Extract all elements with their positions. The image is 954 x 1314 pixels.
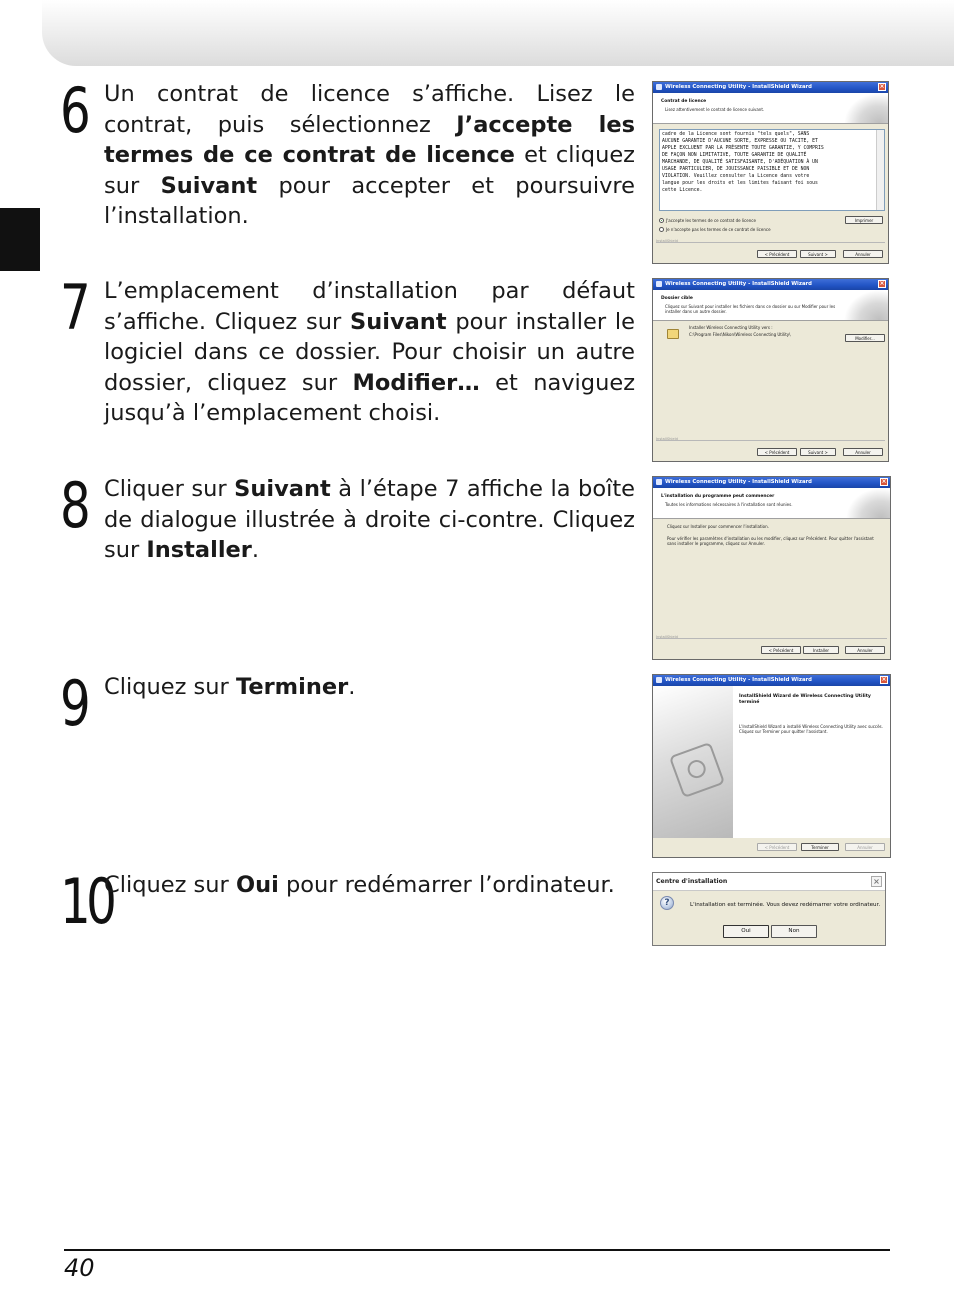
license-line: cette Licence. bbox=[662, 188, 703, 193]
next-button[interactable]: Suivant > bbox=[800, 448, 836, 456]
step-run: et naviguez jusqu’à l’emplacement choisi. bbox=[104, 369, 636, 426]
yes-button[interactable]: Oui bbox=[723, 925, 769, 938]
finish-body: L'InstallShield Wizard a installé Wireless Connecting Utility avec succès. Cliquez sur Terminer pour quitter l'assistant. bbox=[739, 724, 883, 735]
close-icon[interactable]: × bbox=[871, 876, 882, 887]
step-number-10: 10 bbox=[60, 865, 113, 938]
step-run: . bbox=[251, 537, 260, 563]
restart-titlebar bbox=[653, 873, 885, 891]
brand-label: InstallShield bbox=[656, 437, 678, 441]
step-run: et cliquez sur bbox=[104, 142, 635, 199]
step-emphasis: Oui bbox=[235, 872, 279, 898]
dialog-title: Wireless Connecting Utility - InstallShield Wizard bbox=[665, 281, 812, 287]
install-path: C:\Program Files\Nikon\Wireless Connecting Utility\ bbox=[689, 332, 791, 337]
header-subtitle: Toutes les informations nécessaires à l'installation sont réunies. bbox=[665, 502, 793, 507]
step-emphasis: Suivant bbox=[350, 308, 447, 335]
restart-message: L'installation est terminée. Vous devez redémarrer votre ordinateur. bbox=[690, 902, 881, 908]
header-graphic bbox=[844, 290, 888, 320]
cancel-button[interactable]: Annuler bbox=[843, 448, 883, 456]
step-run: Un contrat de licence s’affiche. Lisez le contrat, puis sélectionnez bbox=[104, 81, 635, 138]
footer-rule bbox=[64, 1249, 890, 1251]
install-to-label: Installer Wireless Connecting Utility vers : bbox=[689, 325, 773, 330]
header-band bbox=[42, 0, 954, 66]
license-line: cadre de la Licence sont fournis "tels quels", SANS bbox=[662, 132, 810, 137]
step-number-8: 8 bbox=[60, 469, 90, 542]
license-line: AUCUNE GARANTIE D'AUCUNE SORTE, EXPRESSE OU TACITE, ET bbox=[662, 139, 818, 144]
decline-radio[interactable] bbox=[659, 227, 664, 232]
license-line: APPLE EXCLUENT PAR LA PRÉSENTE TOUTE GARANTIE, Y COMPRIS bbox=[662, 146, 824, 151]
restart-title: Centre d'installation bbox=[656, 878, 728, 885]
print-button[interactable]: Imprimer bbox=[845, 216, 883, 224]
step-text-8 bbox=[104, 474, 635, 566]
back-button[interactable]: < Précédent bbox=[761, 646, 801, 654]
dialog-titlebar bbox=[653, 675, 890, 686]
cancel-button[interactable]: Annuler bbox=[843, 250, 883, 258]
wizard-banner bbox=[653, 686, 733, 838]
app-icon bbox=[656, 479, 662, 485]
decline-label: Je n'accepte pas les termes de ce contrat de licence bbox=[666, 227, 771, 232]
step-run: pour redémarrer l’ordinateur. bbox=[278, 872, 615, 898]
cancel-button[interactable]: Annuler bbox=[845, 843, 885, 851]
back-button[interactable]: < Précédent bbox=[757, 250, 797, 258]
header-subtitle: Lisez attentivement le contrat de licence suivant. bbox=[665, 107, 765, 112]
close-icon[interactable]: × bbox=[879, 280, 885, 287]
back-button[interactable]: < Précédent bbox=[757, 448, 797, 456]
step-run: à l’étape 7 affiche la boîte de dialogue illustrée à droite ci-contre. Cliquez sur bbox=[104, 476, 636, 563]
app-icon bbox=[656, 84, 662, 90]
license-text[interactable] bbox=[659, 129, 885, 211]
finish-dialog bbox=[652, 674, 891, 858]
destination-dialog bbox=[652, 278, 889, 462]
header-subtitle: Cliquez sur Suivant pour installer les fichiers dans ce dossier ou sur Modifier pour les installer dans un autre dossier. bbox=[665, 304, 836, 314]
finish-button[interactable]: Terminer bbox=[801, 843, 839, 851]
header-title: L'installation du programme peut commencer bbox=[661, 494, 775, 499]
step-text-6 bbox=[104, 79, 635, 232]
camera-icon bbox=[669, 742, 725, 798]
back-button[interactable]: < Précédent bbox=[757, 843, 797, 851]
dialog-titlebar bbox=[653, 477, 890, 488]
finish-title: InstallShield Wizard de Wireless Connecting Utility terminé bbox=[739, 694, 871, 705]
step-run: L’emplacement d’installation par défaut s’affiche. Cliquez sur bbox=[104, 278, 635, 335]
app-icon bbox=[656, 281, 662, 287]
step-number-7: 7 bbox=[60, 271, 90, 344]
license-line: USAGE PARTICULIER, DE JOUISSANCE PAISIBLE ET DE NON bbox=[662, 167, 810, 172]
dialog-titlebar bbox=[653, 82, 888, 93]
dialog-header bbox=[653, 290, 888, 321]
step-emphasis: J’accepte les termes de ce contrat de licence bbox=[104, 111, 636, 168]
cancel-button[interactable]: Annuler bbox=[845, 646, 885, 654]
step-number-6: 6 bbox=[60, 74, 90, 147]
step-emphasis: Suivant bbox=[160, 172, 258, 199]
step-run: . bbox=[348, 674, 356, 700]
brand-label: InstallShield bbox=[656, 239, 678, 243]
license-line: MARCHANDE, DE QUALITÉ SATISFAISANTE, D'ADÉQUATION À UN bbox=[662, 160, 818, 165]
brand-label: InstallShield bbox=[656, 635, 678, 639]
ready-dialog bbox=[652, 476, 891, 660]
close-icon[interactable]: × bbox=[881, 478, 887, 485]
install-button[interactable]: Installer bbox=[803, 646, 839, 654]
dialog-title: Wireless Connecting Utility - InstallShield Wizard bbox=[665, 479, 812, 485]
next-button[interactable]: Suivant > bbox=[800, 250, 836, 258]
dialog-title: Wireless Connecting Utility - InstallShield Wizard bbox=[665, 84, 812, 90]
app-icon bbox=[656, 677, 662, 683]
dialog-title: Wireless Connecting Utility - InstallShield Wizard bbox=[665, 677, 812, 683]
step-run: pour installer le logiciel dans ce dossier. Pour choisir un autre dossier, cliquez sur bbox=[104, 308, 635, 396]
header-title: Dossier cible bbox=[661, 296, 693, 301]
step-run: Cliquer sur bbox=[104, 476, 235, 502]
dialog-header bbox=[653, 488, 890, 519]
license-line: DE FAÇON NON LIMITATIVE, TOUTE GARANTIE DE QUALITÉ bbox=[662, 153, 807, 158]
header-graphic bbox=[844, 93, 888, 123]
step-run: pour accepter et poursuivre l’installation. bbox=[104, 172, 635, 229]
license-dialog bbox=[652, 81, 889, 264]
step-run: Cliquez sur bbox=[104, 674, 236, 700]
instruction-line: Cliquez sur Installer pour commencer l'installation. bbox=[667, 524, 769, 529]
step-emphasis: Suivant bbox=[234, 476, 331, 502]
step-emphasis: Modifier… bbox=[352, 369, 480, 396]
page-number: 40 bbox=[64, 1254, 95, 1282]
step-text-10 bbox=[104, 870, 635, 901]
question-icon: ? bbox=[660, 896, 674, 910]
step-emphasis: Installer bbox=[146, 537, 252, 563]
close-icon[interactable]: × bbox=[879, 83, 885, 90]
header-graphic bbox=[846, 488, 890, 518]
accept-radio[interactable] bbox=[659, 218, 664, 223]
dialog-titlebar bbox=[653, 279, 888, 290]
step-number-9: 9 bbox=[60, 667, 90, 740]
step-text-9 bbox=[104, 672, 635, 703]
finish-content bbox=[733, 686, 890, 838]
accept-label: J'accepte les termes de ce contrat de licence bbox=[666, 218, 756, 223]
no-button[interactable]: Non bbox=[771, 925, 817, 938]
close-icon[interactable]: × bbox=[881, 676, 887, 683]
modify-button[interactable]: Modifier... bbox=[845, 334, 885, 342]
step-emphasis: Terminer bbox=[235, 674, 349, 700]
step-text-7 bbox=[104, 276, 635, 429]
folder-icon bbox=[667, 329, 679, 339]
scrollbar[interactable] bbox=[876, 130, 884, 210]
restart-dialog bbox=[652, 872, 886, 946]
step-run: Cliquez sur bbox=[104, 872, 236, 898]
section-tab bbox=[0, 208, 40, 271]
license-line: VIOLATION. Veuillez consulter la Licence dans votre bbox=[662, 174, 810, 179]
header-title: Contrat de licence bbox=[661, 99, 707, 104]
instruction-line: Pour vérifier les paramètres d'installation ou les modifier, cliquez sur Précédent. Pour quitter l'assistant sans installer le programme, cliquez sur Annuler. bbox=[667, 536, 874, 547]
license-line: langue pour les droits et les limites faisant foi sous bbox=[662, 181, 818, 186]
dialog-header bbox=[653, 93, 888, 124]
